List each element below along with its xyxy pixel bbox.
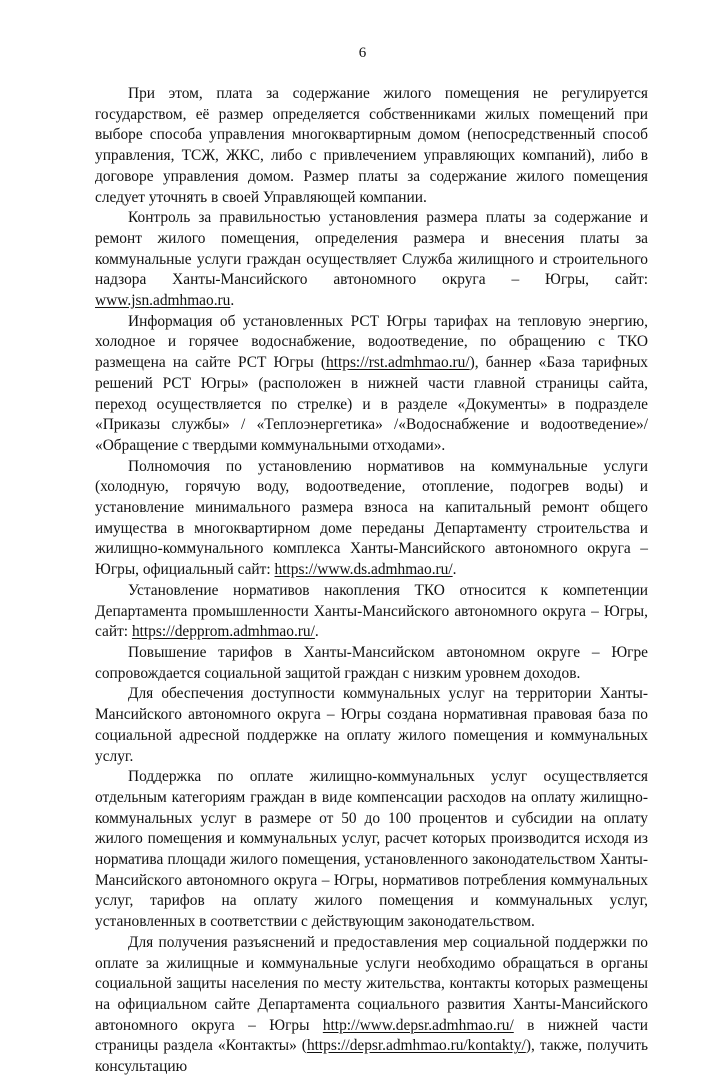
paragraph-text: Полномочия по установлению нормативов на коммунальные услуги (холодную, горячую воду, водоотведение, отопление, подогрев воды) и установление минимального размера взноса на капитальный ремонт общего имущества в многоквартирном доме переданы Департаменту строительства и жилищно-коммунального комплекса Ханты-Мансийского автономного округа – Югры, официальный сайт: [95, 457, 648, 579]
document-body [95, 84, 648, 1078]
paragraph-rst-tariffs [95, 312, 648, 457]
paragraph-housing-supervision [95, 208, 648, 312]
paragraph-text: ), также, получить консультацию [95, 1037, 648, 1076]
paragraph-text: ), баннер «База тарифных решений РСТ Югры» (расположен в нижней части главной страницы сайта, переход осуществляется по стрелке) и в разделе «Документы» в подразделе «Приказы службы» / «Теплоэнергетика» /«Водоснабжение и водоотведение»/ «Обращение с твердыми коммунальными отходами». [95, 354, 648, 454]
paragraph-maintenance-fee: При этом, плата за содержание жилого помещения не регулируется государством, её размер определяется собственниками жилых помещений при выборе способа управления многоквартирным домом (непосредственный способ управления, ТСЖ, ЖКС, либо с привлечением управляющих компаний), либо в договоре управления домом. Размер платы за содержание жилого помещения следует уточнять в своей Управляющей компании. [95, 85, 648, 206]
paragraph-regulatory-base: Для обеспечения доступности коммунальных услуг на территории Ханты-Мансийского автономного округа – Югры создана нормативная правовая база по социальной адресной поддержке на оплату жилого помещения и коммунальных услуг. [95, 685, 648, 765]
paragraph-text: в нижней части страницы раздела «Контакты» ( [95, 1016, 648, 1055]
rst-site-link[interactable]: https://rst.admhmao.ru/ [326, 354, 470, 372]
jsn-site-link[interactable]: www.jsn.admhmao.ru [95, 292, 231, 310]
paragraph-payment-support: Поддержка по оплате жилищно-коммунальных услуг осуществляется отдельным категориям граждан в виде компенсации расходов на оплату жилищно-коммунальных услуг в размере от 50 до 100 процентов и субсидии на оплату жилого помещения и коммунальных услуг, расчет которых производится исходя из норматива площади жилого помещения, установленного законодательством Ханты-Мансийского автономного округа – Югры, нормативов потребления коммунальных услуг, тарифов на оплату жилого помещения и коммунальных услуг, установленных в соответствии с действующим законодательством. [95, 768, 648, 931]
ds-site-link[interactable]: https://www.ds.admhmao.ru/ [274, 561, 453, 579]
paragraph-text: Для получения разъяснений и предоставления мер социальной поддержки по оплате за жилищные и коммунальные услуги необходимо обращаться в органы социальной защиты населения по месту жительства, контакты которых размещены на официальном сайте Департамента социального развития Ханты-Мансийского автономного округа – Югры [95, 933, 648, 1034]
paragraph-text: . [230, 292, 235, 310]
depsr-site-link[interactable]: http://www.depsr.admhmao.ru/ [322, 1016, 514, 1034]
page-number: 6 [358, 45, 367, 61]
paragraph-text: . [314, 623, 319, 641]
paragraph-text: Контроль за правильностью установления размера платы за содержание и ремонт жилого помещения, определения размера и внесения платы за коммунальные услуги граждан осуществляет Служба жилищного и строительного надзора Ханты-Мансийского автономного округа – Югры, сайт: [95, 209, 648, 289]
paragraph-text: . [452, 561, 457, 579]
paragraph-social-support-contacts [95, 933, 648, 1078]
paragraph-social-protection: Повышение тарифов в Ханты-Мансийском автономном округе – Югре сопровождается социальной защитой граждан с низким уровнем доходов. [95, 643, 648, 682]
depprom-site-link[interactable]: https://depprom.admhmao.ru/ [131, 623, 315, 641]
paragraph-text: Установление нормативов накопления ТКО относится к компетенции Департамента промышленности Ханты-Мансийского автономного округа – Югры, сайт: [95, 581, 648, 641]
paragraph-text: Информация об установленных РСТ Югры тарифах на тепловую энергию, холодное и горячее водоснабжение, водоотведение, по обращению с ТКО размещена на сайте РСТ Югры ( [95, 312, 648, 372]
depsr-contacts-link[interactable]: https://depsr.admhmao.ru/kontakty/ [306, 1037, 526, 1055]
paragraph-tko-norms [95, 581, 648, 643]
paragraph-utility-norms [95, 457, 648, 581]
